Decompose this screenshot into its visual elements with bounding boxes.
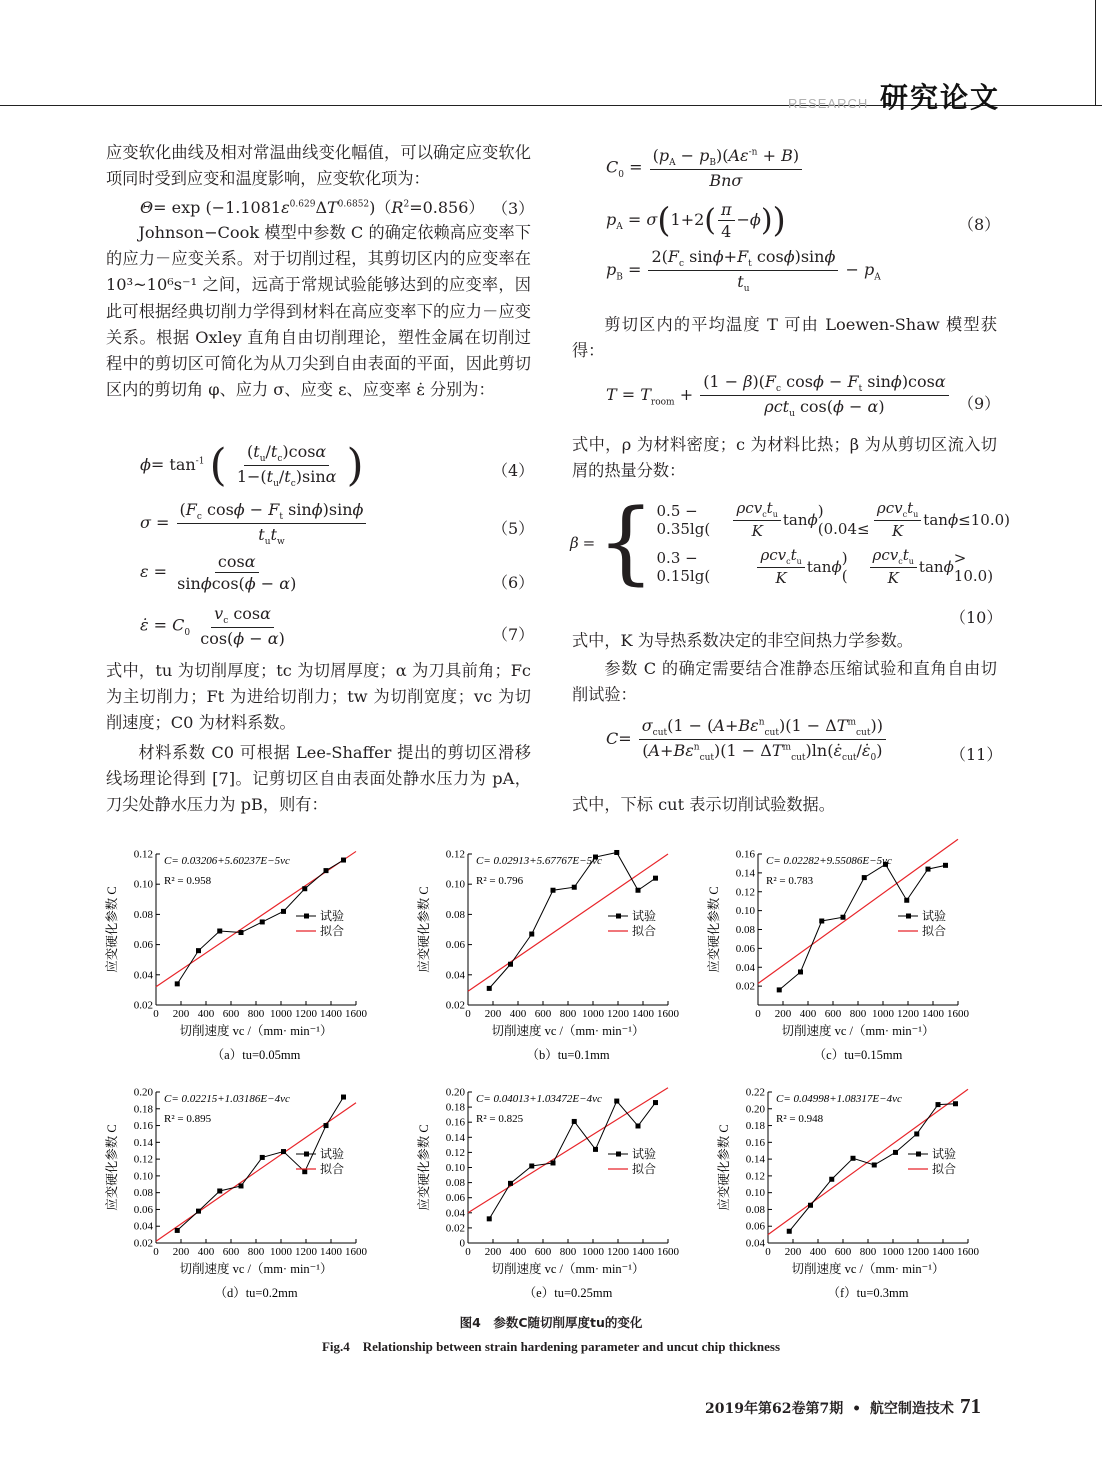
x-tick-label: 800: [859, 1246, 877, 1258]
data-point: [324, 868, 329, 873]
y-tick-label: 0.20: [745, 1103, 765, 1116]
data-point: [217, 1188, 222, 1193]
footer-journal: 航空制造技术: [869, 1401, 954, 1417]
right-paragraph-7: 式中，K 为导热系数决定的非空间热力学参数。: [572, 631, 913, 650]
right-paragraph-6: 式中，ρ 为材料密度；c 为材料比热；β 为从剪切区流入切屑的热量分数：: [572, 435, 997, 481]
data-point: [508, 962, 513, 967]
data-point: [260, 1155, 265, 1160]
data-point: [341, 858, 346, 863]
left-paragraph-1: 应变软化曲线及相对常温曲线变化幅值，可以确定应变软化项同时受到应变和温度影响，应变软化项为：: [106, 143, 531, 189]
equation-4: $\phi= \tan^{-1}$ ( $\frac{(t_u/t_c)\cos\alpha}{1-(t_u/t_c)\sin\alpha}$ ): [140, 440, 364, 491]
x-tick-label: 200: [172, 1246, 190, 1258]
data-point: [936, 1102, 941, 1107]
y-tick-label: 0: [459, 1237, 465, 1250]
page-number: 71: [960, 1394, 981, 1418]
data-point: [872, 1162, 877, 1167]
equation-3: $\Theta= \exp (-1.1081\varepsilon^{0.629}\Delta T^{0.6852})(R^2=0.856)$: [140, 198, 485, 217]
data-point: [217, 929, 222, 934]
section-label-en: RESEARCH: [788, 96, 869, 111]
x-axis-title: 切削速度 vc /（mm· min⁻¹）: [781, 1024, 935, 1038]
y-tick-label: 0.04: [745, 1237, 765, 1250]
data-point: [636, 1123, 641, 1128]
y-tick-label: 0.10: [745, 1187, 765, 1200]
x-axis-title: 切削速度 vc /（mm· min⁻¹）: [491, 1024, 645, 1038]
y-tick-label: 0.14: [133, 1136, 153, 1149]
x-tick-label: 800: [247, 1246, 265, 1258]
y-tick-label: 0.02: [445, 999, 465, 1012]
right-paragraph-8: 参数 C 的确定需要结合准静态压缩试验和直角自由切削试验：: [572, 659, 997, 705]
equation-6: ε = $\frac{\cos\alpha}{\sin\phi\cos(\phi - \alpha)}$: [140, 552, 297, 593]
data-point: [175, 1228, 180, 1233]
figure-caption-cn: 图4 参数C随切削厚度tu的变化: [459, 1315, 643, 1330]
y-tick-label: 0.10: [133, 878, 153, 891]
equation-3-number: （3）: [492, 199, 535, 218]
data-point: [914, 1131, 919, 1136]
chart-f: [710, 1068, 1010, 1308]
equation-10-number: （10）: [950, 608, 1003, 627]
y-tick-label: 0.08: [745, 1203, 765, 1216]
data-point: [302, 1169, 307, 1174]
y-tick-label: 0.16: [745, 1136, 765, 1149]
x-tick-label: 800: [849, 1008, 867, 1020]
y-tick-label: 0.04: [133, 1220, 153, 1233]
equation-7-number: （7）: [492, 625, 535, 644]
data-point: [593, 1147, 598, 1152]
x-tick-label: 1000: [582, 1008, 604, 1020]
data-point: [953, 1101, 958, 1106]
x-tick-label: 600: [824, 1008, 842, 1020]
data-point: [777, 987, 782, 992]
r-squared: R² = 0.895: [164, 1113, 212, 1125]
y-tick-label: 0.10: [445, 878, 465, 891]
legend-fit-label: 拟合: [320, 1162, 345, 1176]
y-tick-label: 0.12: [735, 886, 755, 899]
data-point: [551, 1160, 556, 1165]
data-point: [926, 867, 931, 872]
r-squared: R² = 0.783: [766, 875, 814, 887]
x-tick-label: 400: [799, 1008, 817, 1020]
fit-equation: C= 0.03206+5.60237E−5vc: [164, 855, 290, 867]
data-point: [281, 909, 286, 914]
y-tick-label: 0.08: [735, 924, 755, 936]
section-label-cn: 研究论文: [880, 81, 1001, 114]
y-tick-label: 0.14: [745, 1153, 765, 1166]
x-tick-label: 200: [784, 1246, 802, 1258]
legend-test-label: 试验: [320, 909, 345, 923]
legend-fit-label: 拟合: [632, 924, 657, 938]
y-tick-label: 0.22: [745, 1086, 765, 1099]
data-point: [281, 1149, 286, 1154]
y-tick-label: 0.14: [445, 1131, 465, 1144]
data-point: [239, 930, 244, 935]
legend-test-label: 试验: [632, 1147, 657, 1161]
legend-test-label: 试验: [320, 1147, 345, 1161]
legend-test-label: 试验: [632, 909, 657, 923]
legend-test-marker: [906, 914, 911, 919]
data-point: [529, 932, 534, 937]
x-tick-label: 0: [465, 1246, 471, 1258]
footer-issue-text: 2019年第62卷第7期: [705, 1401, 844, 1417]
data-point: [487, 986, 492, 991]
y-tick-label: 0.14: [735, 867, 755, 880]
x-tick-label: 1600: [657, 1246, 679, 1258]
data-point: [487, 1216, 492, 1221]
page-corner-line: [1095, 0, 1096, 105]
x-tick-label: 200: [172, 1008, 190, 1020]
y-tick-label: 0.10: [445, 1162, 465, 1174]
data-point: [572, 1119, 577, 1124]
data-point: [851, 1156, 856, 1161]
y-tick-label: 0.04: [735, 961, 755, 974]
y-tick-label: 0.06: [735, 942, 755, 955]
panel-label: （c）tu=0.15mm: [813, 1048, 903, 1062]
x-tick-label: 800: [559, 1008, 577, 1020]
fit-equation: C= 0.02913+5.67767E−5vc: [476, 855, 602, 867]
y-axis-title: 应变硬化参数 C: [417, 886, 431, 973]
data-point: [508, 1181, 513, 1186]
x-tick-label: 1400: [922, 1008, 944, 1020]
equation-9: $T = T_{room}$ + $\frac{(1 - \beta)(F_c \cos\phi - F_t \sin\phi)\cos\alpha}{\rho ct_u \cos(\phi - \alpha)}$: [606, 372, 951, 419]
y-tick-label: 0.06: [133, 1203, 153, 1216]
x-tick-label: 400: [509, 1246, 527, 1258]
y-tick-label: 0.12: [445, 1146, 465, 1159]
y-tick-label: 0.10: [735, 905, 755, 918]
data-point: [787, 1229, 792, 1234]
x-tick-label: 1200: [295, 1246, 317, 1258]
x-tick-label: 0: [765, 1246, 771, 1258]
equation-8-number: （8）: [958, 215, 1001, 234]
data-point: [904, 898, 909, 903]
y-tick-label: 0.02: [133, 1237, 153, 1250]
x-tick-label: 0: [755, 1008, 761, 1020]
data-point: [798, 969, 803, 974]
x-tick-label: 1200: [897, 1008, 919, 1020]
r-squared: R² = 0.958: [164, 875, 212, 887]
data-point: [175, 981, 180, 986]
legend-test-marker: [916, 1152, 921, 1157]
x-tick-label: 1400: [632, 1246, 654, 1258]
y-tick-label: 0.02: [445, 1222, 465, 1235]
equation-11: C= $\frac{\sigma_{cut}(1 - (A+B\varepsilon^n_{cut})(1 - \Delta T^m_{cut}))}{(A+B\varepsilon^n_{cut})(1 - \Delta T^m_{cut})\ln(\varepsiloṅ_{cut}/\varepsiloṅ_0)}$: [606, 716, 888, 763]
x-tick-label: 1000: [270, 1246, 292, 1258]
legend-test-marker: [304, 1152, 309, 1157]
chart-b: [410, 830, 710, 1070]
y-tick-label: 0.18: [745, 1120, 765, 1133]
x-tick-label: 1200: [295, 1008, 317, 1020]
panel-label: （d）tu=0.2mm: [214, 1286, 298, 1300]
left-paragraph-2: Johnson−Cook 模型中参数 C 的确定依赖高应变率下的应力－应变关系。对于切削过程，其剪切区内的应变率在 10³~10⁶s⁻¹ 之间，远高于常规试验能够达到的应变率，因此可根据经典切削力学得到材料在高应变率下的应力－应变关系。根据 Oxley 直角自由切削理论，塑性金属在切削过程中的剪切区可简化为从刀尖到自由表面的平面，因此剪切区内的剪切角 φ、应力 σ、应变 ε、应变率 ε̇ 分别为：: [106, 223, 531, 400]
data-point: [636, 888, 641, 893]
left-paragraph-4: 材料系数 C0 可根据 Lee-Shaffer 提出的剪切区滑移线场理论得到 [7]。记剪切区自由表面处静水压力为 pA，刀尖处静水压力为 pB，则有：: [106, 743, 531, 815]
legend-fit-label: 拟合: [922, 924, 947, 938]
y-tick-label: 0.12: [445, 848, 465, 861]
y-tick-label: 0.06: [445, 1192, 465, 1205]
y-tick-label: 0.02: [133, 999, 153, 1012]
x-axis-title: 切削速度 vc /（mm· min⁻¹）: [179, 1262, 333, 1276]
y-tick-label: 0.08: [133, 1187, 153, 1200]
y-tick-label: 0.04: [445, 969, 465, 982]
x-tick-label: 600: [534, 1008, 552, 1020]
right-paragraph-9: 式中，下标 cut 表示切削试验数据。: [572, 795, 835, 814]
x-tick-label: 1000: [582, 1246, 604, 1258]
chart-a: [98, 830, 398, 1070]
x-tick-label: 1000: [270, 1008, 292, 1020]
r-squared: R² = 0.825: [476, 1113, 524, 1125]
y-tick-label: 0.08: [133, 908, 153, 921]
data-point: [943, 863, 948, 868]
fit-equation: C= 0.04998+1.08317E−4vc: [776, 1093, 902, 1105]
x-axis-title: 切削速度 vc /（mm· min⁻¹）: [179, 1024, 333, 1038]
data-point: [819, 919, 824, 924]
legend-test-marker: [616, 1152, 621, 1157]
y-tick-label: 0.18: [445, 1101, 465, 1114]
equation-10: β = { 0.5 − 0.35lg( $\frac{\rho cv_ct_u}{K}$ tan ϕ ) (0.04≤ $\frac{\rho cv_ct_u}{K}$ tan ϕ ≤10.0) 0.3 − 0.15lg( $\frac{\rho cv_ct_u}{K}$ tan ϕ ) ( $\frac{\rho cv_ct_u}{K}$ tan ϕ > 10.0): [570, 490, 1010, 595]
chart-c: [700, 830, 1000, 1070]
data-point: [572, 885, 577, 890]
y-tick-label: 0.04: [133, 969, 153, 982]
y-tick-label: 0.06: [745, 1220, 765, 1233]
legend-test-label: 试验: [922, 909, 947, 923]
equation-7: ε̇ = $C_0$ $\frac{v_c \cos\alpha}{\cos(\phi - \alpha)}$: [140, 604, 285, 649]
x-tick-label: 1400: [320, 1246, 342, 1258]
data-point: [653, 876, 658, 881]
x-tick-label: 400: [197, 1246, 215, 1258]
x-tick-label: 600: [534, 1246, 552, 1258]
equation-4-number: （4）: [492, 461, 535, 480]
x-tick-label: 200: [484, 1008, 502, 1020]
legend-test-label: 试验: [932, 1147, 957, 1161]
panel-label: （f）tu=0.3mm: [827, 1286, 909, 1300]
data-point: [529, 1163, 534, 1168]
y-tick-label: 0.16: [445, 1116, 465, 1129]
x-tick-label: 0: [153, 1246, 159, 1258]
x-tick-label: 1000: [872, 1008, 894, 1020]
data-point: [302, 886, 307, 891]
x-tick-label: 1200: [607, 1246, 629, 1258]
r-squared: R² = 0.948: [776, 1113, 824, 1125]
panel-label: （a）tu=0.05mm: [211, 1048, 301, 1062]
y-tick-label: 0.02: [735, 980, 755, 993]
legend-test-marker: [304, 914, 309, 919]
y-tick-label: 0.16: [735, 848, 755, 861]
x-tick-label: 400: [197, 1008, 215, 1020]
data-point: [653, 1100, 658, 1105]
y-tick-label: 0.16: [133, 1120, 153, 1133]
x-tick-label: 1400: [932, 1246, 954, 1258]
equation-9-number: （9）: [958, 394, 1001, 413]
data-point: [551, 888, 556, 893]
y-axis-title: 应变硬化参数 C: [105, 1124, 119, 1211]
data-point: [324, 1123, 329, 1128]
fit-equation: C= 0.04013+1.03472E−4vc: [476, 1093, 602, 1105]
left-paragraph-3: 式中，tu 为切削厚度；tc 为切屑厚度；α 为刀具前角；Fc 为主切削力；Ft 为进给切削力；tw 为切削宽度；vc 为切削速度；C0 为材料系数。: [106, 661, 531, 733]
y-tick-label: 0.10: [133, 1170, 153, 1183]
x-tick-label: 1600: [345, 1008, 367, 1020]
y-tick-label: 0.20: [445, 1086, 465, 1099]
y-tick-label: 0.08: [445, 1177, 465, 1190]
data-point: [893, 1150, 898, 1155]
equation-5-number: （5）: [492, 519, 535, 538]
figure-caption-en: Fig.4 Relationship between strain hardening parameter and uncut chip thickness: [321, 1339, 781, 1354]
equation-11-number: （11）: [950, 745, 1003, 764]
x-tick-label: 1600: [657, 1008, 679, 1020]
x-tick-label: 1400: [320, 1008, 342, 1020]
x-tick-label: 200: [484, 1246, 502, 1258]
data-point: [196, 1209, 201, 1214]
y-tick-label: 0.04: [445, 1207, 465, 1220]
data-point: [196, 948, 201, 953]
data-point: [862, 875, 867, 880]
chart-d: [98, 1068, 398, 1308]
x-tick-label: 1600: [957, 1246, 979, 1258]
y-tick-label: 0.08: [445, 908, 465, 921]
y-tick-label: 0.20: [133, 1086, 153, 1099]
data-point: [341, 1095, 346, 1100]
data-line: [489, 852, 655, 988]
x-tick-label: 400: [809, 1246, 827, 1258]
x-axis-title: 切削速度 vc /（mm· min⁻¹）: [491, 1262, 645, 1276]
x-tick-label: 1200: [907, 1246, 929, 1258]
data-point: [841, 915, 846, 920]
data-point: [808, 1203, 813, 1208]
y-tick-label: 0.06: [445, 939, 465, 952]
x-tick-label: 400: [509, 1008, 527, 1020]
legend-fit-label: 拟合: [632, 1162, 657, 1176]
legend-test-marker: [616, 914, 621, 919]
x-tick-label: 600: [222, 1008, 240, 1020]
data-point: [829, 1177, 834, 1182]
panel-label: （e）tu=0.25mm: [523, 1286, 613, 1300]
panel-label: （b）tu=0.1mm: [526, 1048, 610, 1062]
equation-5: σ = $\frac{(F_c \cos\phi - F_t \sin\phi)\sin\phi}{t_ut_w}$: [140, 500, 368, 547]
chart-e: [410, 1068, 710, 1308]
y-axis-title: 应变硬化参数 C: [105, 886, 119, 973]
footer-issue: 2019年第62卷第7期 • 航空制造技术: [705, 1401, 954, 1417]
data-point: [260, 919, 265, 924]
y-axis-title: 应变硬化参数 C: [717, 1124, 731, 1211]
equation-8: $C_0$ = $\frac{(p_A - p_B)(A\varepsilon^{-n} + B)}{\text{Bnσ}}$ $p_A = \sigma(1+2$( $\frac{\pi}{4}$ −ϕ)) $p_B$ = $\frac{2(F_c \sin\phi+F_t \cos\phi)\sin\phi}{t_u}$ − $p_A$: [606, 146, 881, 295]
y-tick-label: 0.18: [133, 1103, 153, 1116]
fit-equation: C= 0.02215+1.03186E−4vc: [164, 1093, 290, 1105]
legend-fit-label: 拟合: [320, 924, 345, 938]
x-tick-label: 800: [247, 1008, 265, 1020]
x-tick-label: 800: [559, 1246, 577, 1258]
data-point: [239, 1183, 244, 1188]
x-tick-label: 1200: [607, 1008, 629, 1020]
right-paragraph-5: 剪切区内的平均温度 T 可由 Loewen-Shaw 模型获得：: [572, 315, 997, 361]
x-tick-label: 1000: [882, 1246, 904, 1258]
y-tick-label: 0.06: [133, 939, 153, 952]
y-tick-label: 0.12: [745, 1170, 765, 1183]
data-point: [614, 850, 619, 855]
x-tick-label: 200: [774, 1008, 792, 1020]
y-tick-label: 0.12: [133, 848, 153, 861]
x-tick-label: 1600: [947, 1008, 969, 1020]
x-tick-label: 0: [465, 1008, 471, 1020]
r-squared: R² = 0.796: [476, 875, 524, 887]
x-tick-label: 0: [153, 1008, 159, 1020]
x-tick-label: 1400: [632, 1008, 654, 1020]
legend-fit-label: 拟合: [932, 1162, 957, 1176]
y-axis-title: 应变硬化参数 C: [417, 1124, 431, 1211]
fit-equation: C= 0.02282+9.55086E−5vc: [766, 855, 892, 867]
x-tick-label: 1600: [345, 1246, 367, 1258]
equation-6-number: （6）: [492, 573, 535, 592]
y-axis-title: 应变硬化参数 C: [707, 886, 721, 973]
y-tick-label: 0.12: [133, 1153, 153, 1166]
x-axis-title: 切削速度 vc /（mm· min⁻¹）: [791, 1262, 945, 1276]
data-point: [614, 1099, 619, 1104]
x-tick-label: 600: [222, 1246, 240, 1258]
x-tick-label: 600: [834, 1246, 852, 1258]
